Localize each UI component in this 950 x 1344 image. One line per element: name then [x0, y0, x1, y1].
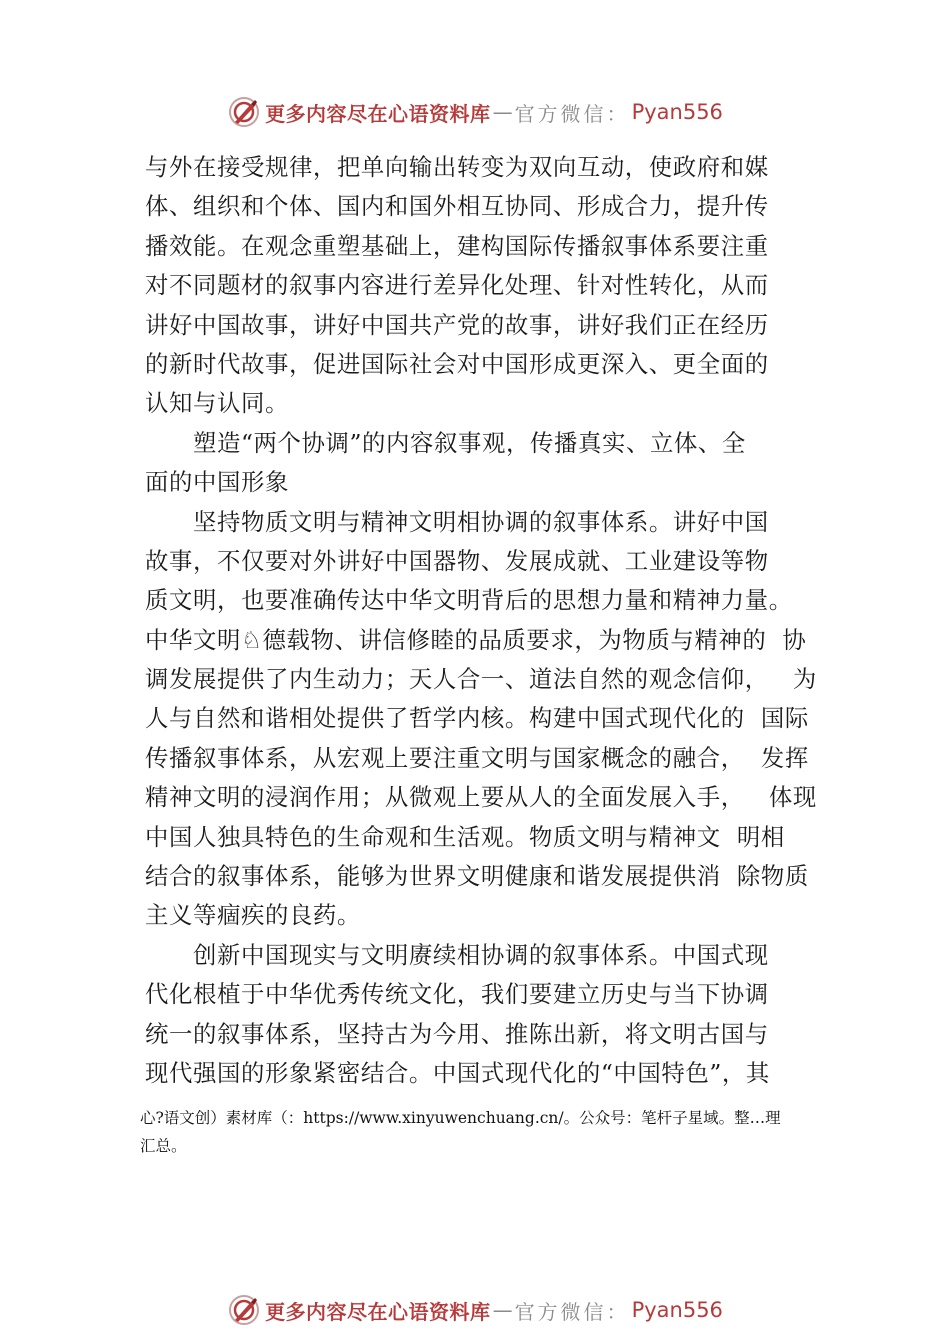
text-line: 塑造“两个协调”的内容叙事观，传播真实、立体、全 — [193, 428, 746, 457]
text-line: 中国人独具特色的生命观和生活观。物质文明与精神文 明相 — [145, 822, 785, 851]
text-line: 精神文明的浸润作用；从微观上要从人的全面发展入手， 体现 — [145, 783, 817, 812]
banner-dash: — — [492, 100, 513, 124]
text-line: 播效能。在观念重塑基础上，建构国际传播叙事体系要注重 — [145, 231, 769, 260]
text-line: 统一的叙事体系，坚持古为今用、推陈出新，将文明古国与 — [145, 1019, 769, 1048]
text-line: 与外在接受规律，把单向输出转变为双向互动，使政府和媒 — [145, 153, 769, 181]
document-body — [145, 148, 845, 1093]
text-line: 故事，不仅要对外讲好中国器物、发展成就、工业建设等物 — [145, 546, 769, 575]
text-line: 讲好中国故事，讲好中国共产党的故事，讲好我们正在经历 — [145, 310, 769, 339]
banner-wechat-label: 官方微信： — [514, 1299, 630, 1324]
footer-banner — [0, 1290, 950, 1330]
text-line: 现代强国的形象紧密结合。中国式现代化的“中国特色”，其 — [145, 1058, 770, 1087]
text-line: 结合的叙事体系，能够为世界文明健康和谐发展提供消 除物质 — [145, 862, 809, 891]
source-footnote — [140, 1104, 860, 1160]
text-line: 中华文明♘德载物、讲信修睦的品质要求，为物质与精神的 协 — [145, 625, 807, 654]
pen-logo-icon — [227, 95, 261, 129]
text-line: 坚持物质文明与精神文明相协调的叙事体系。讲好中国 — [193, 507, 769, 536]
footnote-line-1: 心?语文创）素材库（：https://www.xinyuwenchuang.cn/。公众号：笔杆子星域。整…理 — [140, 1109, 781, 1127]
text-line: 主义等痼疾的良药。 — [145, 901, 361, 930]
text-line: 面的中国形象 — [145, 468, 289, 497]
pen-logo-icon — [227, 1293, 261, 1327]
text-line: 的新时代故事，促进国际社会对中国形成更深入、更全面的 — [145, 349, 769, 378]
header-banner — [0, 92, 950, 132]
banner-dash: — — [492, 1298, 513, 1322]
banner-brand-text: 更多内容尽在心语资料库 — [265, 1299, 491, 1324]
text-line: 代化根植于中华优秀传统文化，我们要建立历史与当下协调 — [145, 980, 769, 1009]
banner-wechat-id: Pyan556 — [631, 1298, 723, 1322]
text-line: 创新中国现实与文明赓续相协调的叙事体系。中国式现 — [193, 940, 769, 969]
footnote-line-2: 汇总。 — [140, 1137, 187, 1155]
text-line: 体、组织和个体、国内和国外相互协同、形成合力，提升传 — [145, 192, 769, 221]
text-line: 认知与认同。 — [145, 389, 289, 418]
text-line: 传播叙事体系，从宏观上要注重文明与国家概念的融合， 发挥 — [145, 743, 809, 772]
text-line: 对不同题材的叙事内容进行差异化处理、针对性转化，从而 — [145, 271, 769, 300]
banner-wechat-id: Pyan556 — [631, 100, 723, 124]
text-line: 人与自然和谐相处提供了哲学内核。构建中国式现代化的 国际 — [145, 704, 809, 733]
text-line: 质文明，也要准确传达中华文明背后的思想力量和精神力量。 — [145, 586, 793, 615]
banner-wechat-label: 官方微信： — [514, 101, 630, 126]
text-line: 调发展提供了内生动力；天人合一、道法自然的观念信仰， 为 — [145, 665, 817, 694]
banner-brand-text: 更多内容尽在心语资料库 — [265, 101, 491, 126]
